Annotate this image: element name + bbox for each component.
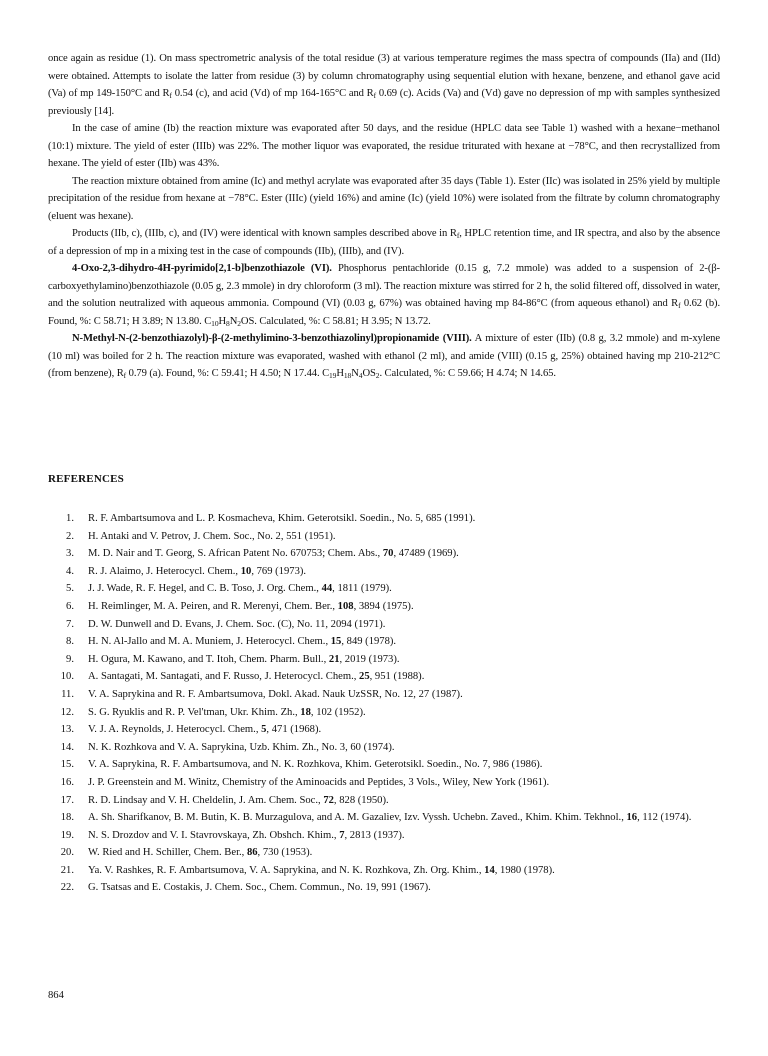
reference-item: [48, 668, 728, 686]
text-run: N. K. Rozhkova and V. A. Saprykina, Uzb. Khim. Zh., No. 3, 60 (1974).: [88, 741, 395, 753]
text-run: V. A. Saprykina, R. F. Ambartsumova, and N. K. Rozhkova, Khim. Geterotsikl. Soedin., No. 7, 986 (1986).: [88, 759, 543, 771]
text-run: Ya. V. Rashkes, R. F. Ambartsumova, V. A. Saprykina, and N. K. Rozhkova, Zh. Org. Khim.,: [88, 864, 485, 876]
text-run: R. F. Ambartsumova and L. P. Kosmacheva, Khim. Geterotsikl. Soedin., No. 5, 685 (1991).: [88, 513, 476, 524]
text-run: , 769 (1973).: [251, 565, 307, 577]
bold-text: 72: [323, 794, 334, 806]
text-run: D. W. Dunwell and D. Evans, J. Chem. Soc. (C), No. 11, 2094 (1971).: [88, 618, 386, 630]
subscript-text: 18: [343, 371, 352, 380]
bold-text: 108: [337, 600, 354, 612]
reference-text: [88, 686, 724, 704]
text-run: A. Santagati, M. Santagati, and F. Russo, J. Heterocycl. Chem.,: [88, 671, 360, 683]
reference-text: [88, 844, 724, 862]
reference-item: [48, 809, 728, 827]
text-run: H. Ogura, M. Kawano, and T. Itoh, Chem. Pharm. Bull.,: [88, 653, 329, 665]
reference-item: [48, 739, 728, 757]
reference-number: 1.: [66, 513, 74, 524]
reference-number: 11.: [61, 688, 74, 700]
subscript-text: 2: [375, 371, 380, 380]
reference-text: [88, 704, 724, 722]
reference-item: [48, 686, 728, 704]
reference-text: [88, 862, 724, 880]
reference-number: 5.: [66, 583, 74, 595]
subscript-text: f: [123, 371, 127, 380]
reference-number: 4.: [66, 565, 74, 577]
reference-text: [88, 545, 724, 563]
bold-text: 18: [300, 706, 311, 718]
text-run: H: [336, 368, 344, 379]
text-run: V. J. A. Reynolds, J. Heterocycl. Chem.,: [88, 724, 262, 736]
reference-text: [88, 739, 724, 757]
bold-text: N-Methyl-N-(2-benzothiazolyl)-β-(2-methylimino-3-benzothiazolinyl)propionamide (VIII).: [72, 333, 472, 344]
text-run: once again as residue (1). On mass spectrometric analysis of the total residue (3) at various temperature regimes the mass spectra of compounds (IIa) and (IId) were obtained. Attempts to isolate the latter from residue (3) by column chromatography using sequential elution with hexane, benzene, and ethanol gave acid (Va) of mp 149-150°C and R: [48, 53, 720, 99]
text-run: R. D. Lindsay and V. H. Cheldelin, J. Am. Chem. Soc.,: [88, 794, 324, 806]
text-run: H: [218, 315, 227, 327]
text-run: A. Sh. Sharifkanov, B. M. Butin, K. B. Murzagulova, and A. M. Gazaliev, Izv. Vyssh. Uchebn. Zaved., Khim. Khim. Tekhnol.,: [88, 812, 627, 824]
subscript-text: 4: [358, 371, 363, 380]
page-number: 864: [48, 990, 64, 1001]
reference-number: 19.: [60, 829, 74, 841]
subscript-text: 2: [237, 318, 241, 328]
reference-text: [88, 668, 724, 686]
subscript-text: f: [678, 301, 681, 310]
text-run: V. A. Saprykina and R. F. Ambartsumova, Dokl. Akad. Nauk UzSSR, No. 12, 27 (1987).: [88, 688, 463, 700]
text-run: Phosphorus pentachloride (0.15 g, 7.2 mmole) was added to a suspension of 2-(β-carboxyethylamino)benzothiazole (0.05 g, 2.3 mmole) in dry chloroform (3 ml). The reaction mixture was stirred for 2 h, the solid filtered off, dissolved in water, and the solution neutralized with aqueous ammonia. Compound (VI) (0.03 g, 67%) was obtained having mp 84-86°C (from aqueous ethanol) and R: [48, 263, 720, 309]
reference-item: [48, 721, 728, 739]
text-run: The reaction mixture obtained from amine (Ic) and methyl acrylate was evaporated after 35 days (Table 1). Ester (IIc) was isolated in 25% yield by multiple precipitation of the residue from hexane at −78°C. Ester (IIIc) (yield 16%) and amine (Ic) (yield 10%) were isolated from the filtrate by column chromatography (eluent was hexane).: [48, 175, 720, 222]
text-run: 0.79 (a). Found, %: C 59.41; H 4.50; N 17.44. C: [126, 368, 330, 379]
reference-number: 8.: [66, 636, 74, 648]
text-run: , 471 (1968).: [266, 724, 322, 736]
reference-number: 18.: [60, 812, 74, 824]
reference-number: 22.: [60, 882, 74, 894]
text-run: 0.62 (b). Found, %: C 58.71; H 3.89; N 13.80. C: [48, 298, 720, 327]
text-run: W. Ried and H. Schiller, Chem. Ber.,: [88, 847, 247, 859]
reference-number: 2.: [66, 530, 74, 542]
subscript-text: f: [373, 91, 377, 100]
reference-number: 20.: [60, 847, 74, 859]
reference-text: [88, 563, 724, 581]
body-paragraph: [48, 173, 720, 226]
reference-item: [48, 633, 728, 651]
subscript-text: 19: [329, 371, 337, 380]
text-run: , HPLC retention time, and IR spectra, and also by the absence of a depression of mp in a mixing test in the case of compounds (IIb), (IIIb), and (IV).: [48, 228, 720, 257]
text-run: , 730 (1953).: [257, 847, 313, 859]
reference-item: [48, 879, 728, 897]
reference-text: [88, 827, 724, 845]
text-run: N: [229, 315, 238, 327]
text-run: , 47489 (1969).: [393, 548, 459, 560]
reference-item: [48, 563, 728, 581]
reference-text: [88, 721, 724, 739]
bold-text: 7: [339, 829, 345, 841]
text-run: 0.69 (c). Acids (Va) and (Vd) gave no depression of mp with samples synthesized previously [14].: [48, 88, 720, 117]
bold-text: 25: [359, 671, 370, 683]
text-run: , 1980 (1978).: [494, 864, 555, 876]
text-run: , 828 (1950).: [333, 794, 389, 806]
references-list: [48, 510, 728, 897]
reference-text: [88, 528, 724, 546]
text-run: N: [351, 368, 359, 379]
bold-text: 4-Oxo-2,3-dihydro-4H-pyrimido[2,1-b]benzothiazole (VI).: [72, 263, 332, 274]
subscript-text: f: [456, 231, 460, 240]
text-run: , 3894 (1975).: [353, 600, 414, 612]
text-run: Products (IIb, c), (IIIb, c), and (IV) were identical with known samples described above in R: [72, 228, 457, 239]
references-heading: REFERENCES: [48, 473, 124, 485]
subscript-text: 8: [226, 318, 230, 328]
reference-item: [48, 528, 728, 546]
text-run: H. Antaki and V. Petrov, J. Chem. Soc., No. 2, 551 (1951).: [88, 530, 336, 542]
reference-number: 12.: [60, 706, 74, 718]
reference-text: [88, 809, 724, 827]
reference-text: [88, 510, 724, 528]
text-run: , 2813 (1937).: [344, 829, 405, 841]
body-paragraph: [48, 260, 720, 330]
text-run: A mixture of ester (IIb) (0.8 g, 3.2 mmole) and m-xylene (10 ml) was boiled for 2 h. The reaction mixture was evaporated, washed with ethanol (2 ml), and amide (VIII) (0.15 g, 25%) obtained having mp 210-212°C (from benzene), R: [48, 333, 720, 379]
reference-item: [48, 704, 728, 722]
text-run: , 1811 (1979).: [332, 583, 392, 595]
reference-number: 16.: [60, 776, 74, 788]
text-run: 0.54 (c), and acid (Vd) of mp 164-165°C and R: [171, 88, 374, 99]
body-paragraph: [48, 120, 720, 173]
bold-text: 15: [330, 636, 342, 648]
reference-number: 15.: [60, 759, 74, 771]
reference-number: 17.: [60, 794, 74, 806]
text-run: J. J. Wade, R. F. Hegel, and C. B. Toso, J. Org. Chem.,: [88, 583, 322, 595]
reference-number: 6.: [66, 600, 74, 612]
reference-text: [88, 756, 724, 774]
reference-item: [48, 774, 728, 792]
text-run: , 849 (1978).: [341, 636, 397, 648]
reference-item: [48, 756, 728, 774]
subscript-text: 10: [211, 318, 219, 328]
reference-item: [48, 580, 728, 598]
reference-item: [48, 862, 728, 880]
bold-text: 86: [246, 847, 258, 859]
reference-number: 14.: [60, 741, 74, 753]
reference-item: [48, 545, 728, 563]
subscript-text: f: [169, 91, 172, 100]
text-run: , 112 (1974).: [637, 812, 692, 824]
reference-number: 7.: [66, 618, 74, 630]
text-run: . Calculated, %: C 59.66; H 4.74; N 14.65.: [379, 368, 556, 379]
reference-item: [48, 510, 728, 528]
body-text: [48, 50, 720, 383]
text-run: , 2019 (1973).: [339, 653, 400, 665]
bold-text: 10: [240, 565, 252, 577]
reference-number: 21.: [60, 864, 74, 876]
text-run: G. Tsatsas and E. Costakis, J. Chem. Soc., Chem. Commun., No. 19, 991 (1967).: [88, 882, 431, 894]
reference-item: [48, 651, 728, 669]
text-run: H. N. Al-Jallo and M. A. Muniem, J. Heterocycl. Chem.,: [88, 636, 331, 648]
reference-text: [88, 879, 724, 897]
text-run: R. J. Alaimo, J. Heterocycl. Chem.,: [88, 565, 241, 577]
reference-text: [88, 792, 724, 810]
reference-number: 13.: [60, 724, 74, 736]
text-run: N. S. Drozdov and V. I. Stavrovskaya, Zh. Obshch. Khim.,: [88, 829, 340, 841]
text-run: OS: [362, 368, 376, 379]
reference-text: [88, 774, 724, 792]
text-run: OS. Calculated, %: C 58.81; H 3.95; N 13.72.: [240, 315, 431, 327]
body-paragraph: [48, 50, 720, 120]
bold-text: 44: [321, 583, 333, 595]
reference-text: [88, 598, 724, 616]
body-paragraph: [48, 225, 720, 260]
text-run: H. Reimlinger, M. A. Peiren, and R. Merenyi, Chem. Ber.,: [88, 600, 338, 612]
text-run: J. P. Greenstein and M. Winitz, Chemistry of the Aminoacids and Peptides, 3 Vols., Wiley, New York (1961).: [88, 776, 550, 788]
reference-number: 9.: [66, 653, 74, 665]
reference-item: [48, 598, 728, 616]
reference-number: 10.: [60, 671, 74, 683]
reference-text: [88, 616, 724, 634]
reference-item: [48, 827, 728, 845]
bold-text: 14: [484, 864, 495, 876]
reference-text: [88, 651, 724, 669]
bold-text: 70: [382, 548, 394, 560]
text-run: In the case of amine (Ib) the reaction mixture was evaporated after 50 days, and the residue (HPLC data see Table 1) washed with a hexane−methanol (10:1) mixture. The yield of ester (IIIb) was 22%. The mother liquor was evaporated, the residue triturated with hexane at −78°C, and then recrystallized from hexane. The yield of ester (IIb) was 43%.: [48, 123, 720, 169]
reference-text: [88, 633, 724, 651]
text-run: S. G. Ryuklis and R. P. Vel'tman, Ukr. Khim. Zh.,: [88, 706, 301, 718]
reference-item: [48, 792, 728, 810]
bold-text: 5: [261, 724, 267, 736]
body-paragraph: [48, 330, 720, 383]
bold-text: 21: [328, 653, 340, 665]
reference-text: [88, 580, 724, 598]
reference-item: [48, 844, 728, 862]
text-run: , 102 (1952).: [310, 706, 366, 718]
reference-item: [48, 616, 728, 634]
text-run: M. D. Nair and T. Georg, S. African Patent No. 670753; Chem. Abs.,: [88, 548, 383, 560]
bold-text: 16: [626, 812, 638, 824]
text-run: , 951 (1988).: [369, 671, 425, 683]
reference-number: 3.: [66, 548, 74, 560]
